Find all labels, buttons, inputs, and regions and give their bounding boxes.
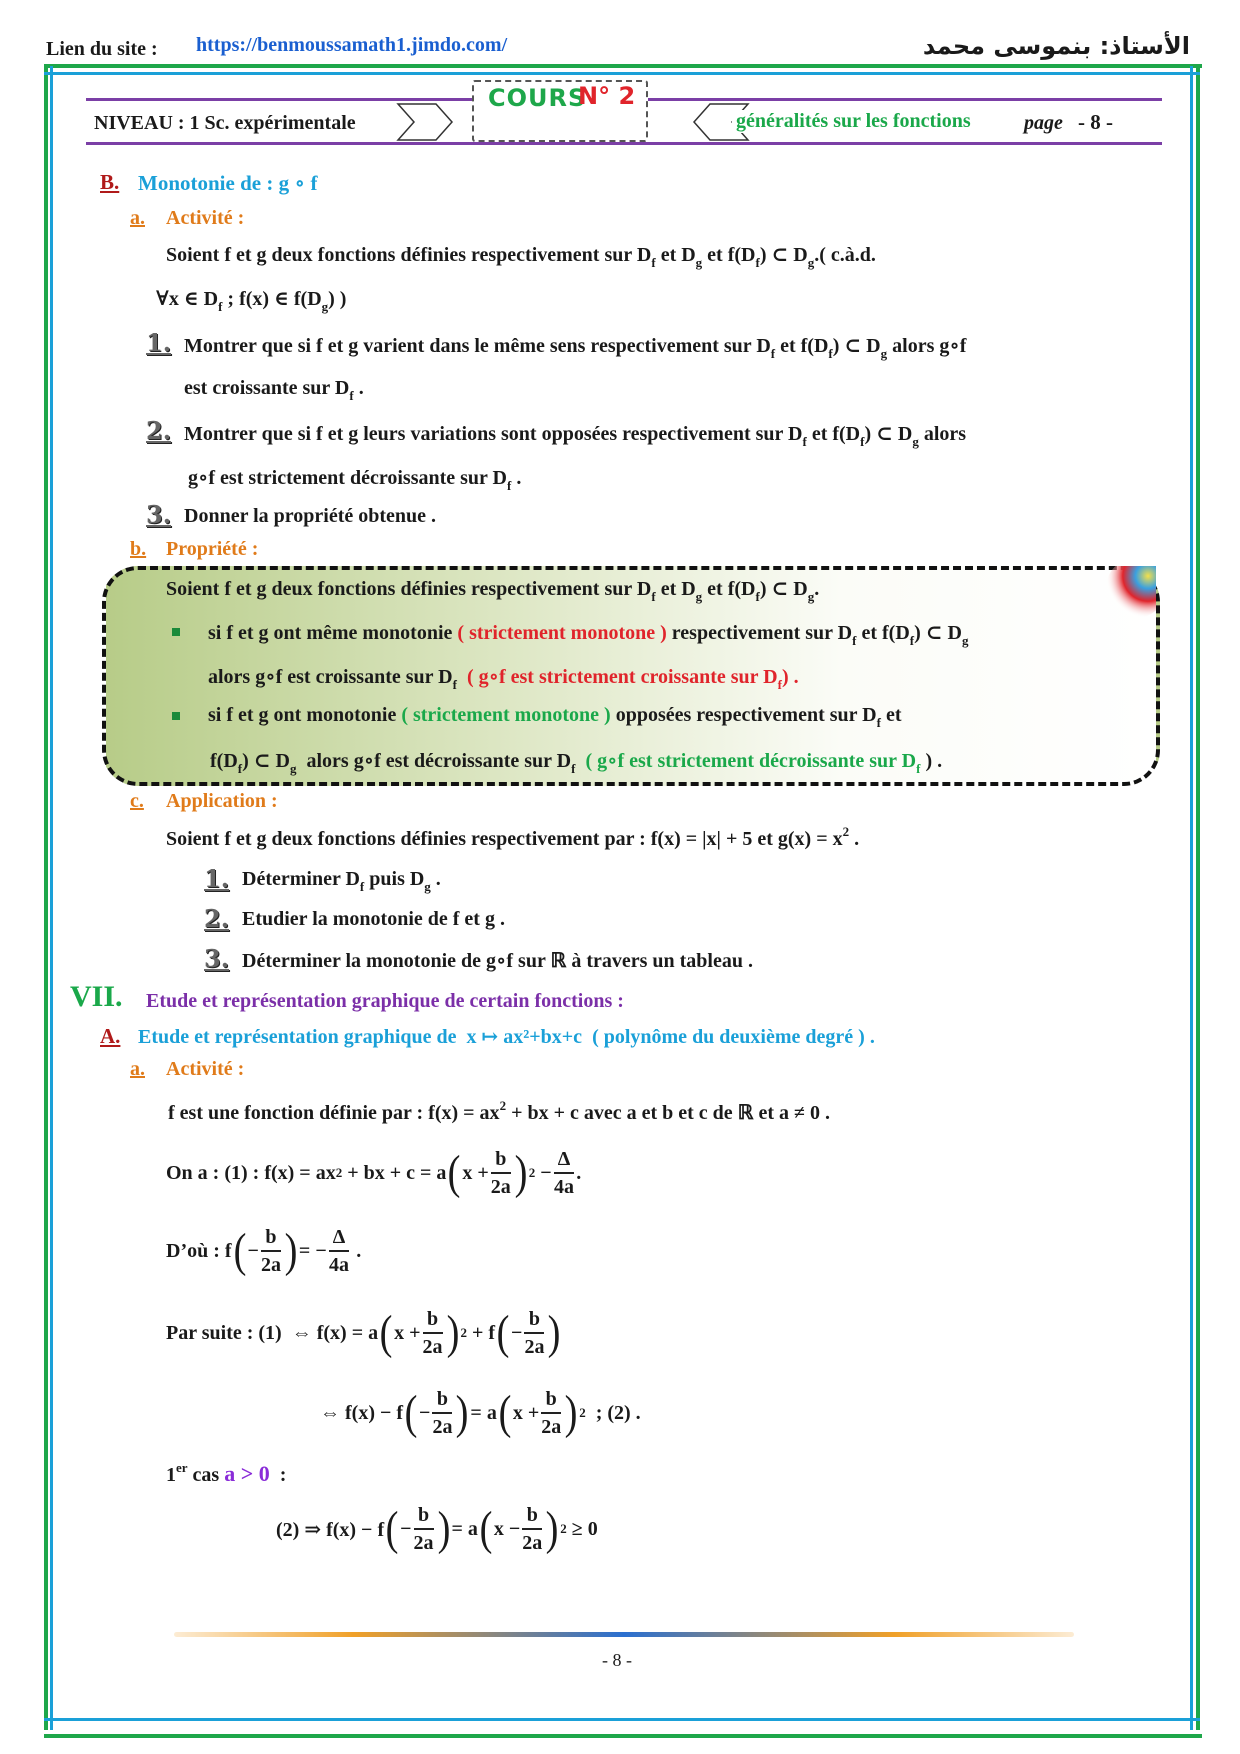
section-a-title: Etude et représentation graphique de x ↦ ax²+bx+c ( polynôme du deuxième degré ) . (138, 1026, 875, 1048)
propriete-letter: b. (130, 538, 147, 560)
case-1-label: 1er cas a > 0 : (166, 1460, 287, 1486)
activity-2-title: Activité : (166, 1058, 245, 1080)
property-intro: Soient f et g deux fonctions définies respectivement sur $D_f$ et $D_g$ et $f(D_f)$ ⊂ $D_g$. (166, 578, 820, 604)
question-2-number: 2. (146, 416, 172, 445)
footer-rule (174, 1632, 1074, 1637)
section-vii-number: VII. (70, 980, 123, 1013)
application-letter: c. (130, 790, 144, 812)
app-question-2-text: Etudier la monotonie de f et g . (242, 908, 505, 930)
question-1-line2: est croissante sur $D_f$ . (184, 377, 364, 403)
rainbow-corner-icon (1096, 566, 1156, 626)
activity-2-letter: a. (130, 1058, 145, 1080)
cours-label: COURS (488, 84, 587, 112)
section-b-title: Monotonie de : g ∘ f (138, 171, 318, 195)
question-3-number: 3. (146, 500, 172, 529)
question-1-text: Montrer que si f et g varient dans le même sens respectivement sur $D_f$ et $f(D_f)$ ⊂ $D_g$ alors g∘f (184, 335, 967, 361)
section-a-letter: A. (100, 1024, 121, 1048)
section-b-letter: B. (100, 170, 120, 194)
formula-dou: D’où : f ( − $\frac{b}{2a}$ ) = − $\frac{\Delta}{4a}$ . (166, 1224, 362, 1277)
left-arrow-icon (396, 100, 456, 144)
section-vii-title: Etude et représentation graphique de certain fonctions : (146, 990, 624, 1012)
activite-letter: a. (130, 207, 145, 229)
question-2-text: Montrer que si f et g leurs variations sont opposées respectivement sur $D_f$ et $f(D_f)$ ⊂ $D_g$ alors (184, 423, 967, 449)
formula-implication: (2) ⇒ f(x) − f ( − $\frac{b}{2a}$ ) = a ( x − $\frac{b}{2a}$ ) 2 ≥ 0 (276, 1502, 598, 1555)
frame-top-blue (44, 72, 1200, 75)
page-number-footer: - 8 - (602, 1650, 632, 1670)
activite-title: Activité : (166, 207, 245, 229)
app-question-3-text: Déterminer la monotonie de g∘f sur ℝ à travers un tableau . (242, 950, 753, 972)
frame-left-green (44, 66, 48, 1730)
app-question-1-number: 1. (204, 864, 230, 893)
property-point-1: si f et g ont même monotonie ( strictement monotone ) respectivement sur $D_f$ et $f(D_f)$ ⊂ $D_g$ (208, 622, 969, 648)
app-question-1-text: Déterminer $D_f$ puis $D_g$ . (242, 868, 441, 894)
cours-number: N° 2 (578, 82, 636, 110)
author-name: الأستاذ: بنموسى محمد (922, 32, 1190, 60)
bullet-2 (172, 712, 180, 720)
question-3-text: Donner la propriété obtenue . (184, 505, 437, 527)
frame-right-blue (1190, 66, 1193, 1730)
property-point-2: si f et g ont monotonie ( strictement monotone ) opposées respectivement sur $D_f$ et (208, 704, 902, 730)
site-url-link[interactable]: https://benmoussamath1.jimdo.com/ (196, 34, 508, 56)
function-definition: f est une fonction définie par : $f(x) = ax^2$ + bx + c avec a et b et c de ℝ et a ≠ 0 . (168, 1098, 831, 1124)
formula-par-suite: Par suite : (1) ⇔ f(x) = a ( x + $\frac{b}{2a}$ ) 2 + f ( − $\frac{b}{2a}$ ) (166, 1306, 561, 1359)
page-number-top: - 8 - (1078, 110, 1117, 135)
formula-equivalence-2: ⇔ f(x) − f ( − $\frac{b}{2a}$ ) = a ( x + $\frac{b}{2a}$ ) 2 ; (2) . (320, 1386, 641, 1439)
niveau-label: NIVEAU : 1 Sc. expérimentale (94, 112, 362, 135)
property-point-1-line2: alors g∘f est croissante sur $D_f$ ( g∘f est strictement croissante sur $D_f$) . (208, 666, 799, 692)
topic-label: généralités sur les fonctions (732, 110, 975, 133)
app-question-2-number: 2. (204, 904, 230, 933)
frame-left-blue (50, 66, 53, 1730)
propriete-title: Propriété : (166, 538, 259, 560)
activity-intro-line1: Soient f et g deux fonctions définies respectivement sur $D_f$ et $D_g$ et $f(D_f)$ ⊂ $D_g$.( c.à.d. (166, 244, 876, 270)
header-rule-bottom (86, 142, 1162, 145)
formula-on-a: On a : (1) : f(x) = ax 2 + bx + c = a ( x + $\frac{b}{2a}$ ) 2 − $\frac{\Delta}{4a}$ . (166, 1146, 582, 1199)
property-point-2-line2: $f(D_f)$ ⊂ $D_g$ alors g∘f est décroissante sur $D_f$ ( g∘f est strictement décroissante sur $D_f$ ) . (210, 750, 943, 776)
question-1-number: 1. (146, 328, 172, 357)
application-statement: Soient f et g deux fonctions définies respectivement par : f(x) = |x| + 5 et $g(x) = x^2$ . (166, 824, 860, 850)
site-label: Lien du site : (46, 38, 158, 60)
frame-bottom-blue (44, 1718, 1200, 1721)
application-title: Application : (166, 790, 278, 812)
activity-intro-line2: ∀x ∈ $D_f$ ; f(x) ∈ $f(D_g)$ ) (156, 288, 347, 314)
frame-right-green (1196, 66, 1200, 1730)
question-2-line2: g∘f est strictement décroissante sur $D_f$ . (188, 467, 522, 493)
app-question-3-number: 3. (204, 944, 230, 973)
bullet-1 (172, 628, 180, 636)
page-word: page (1024, 112, 1063, 134)
